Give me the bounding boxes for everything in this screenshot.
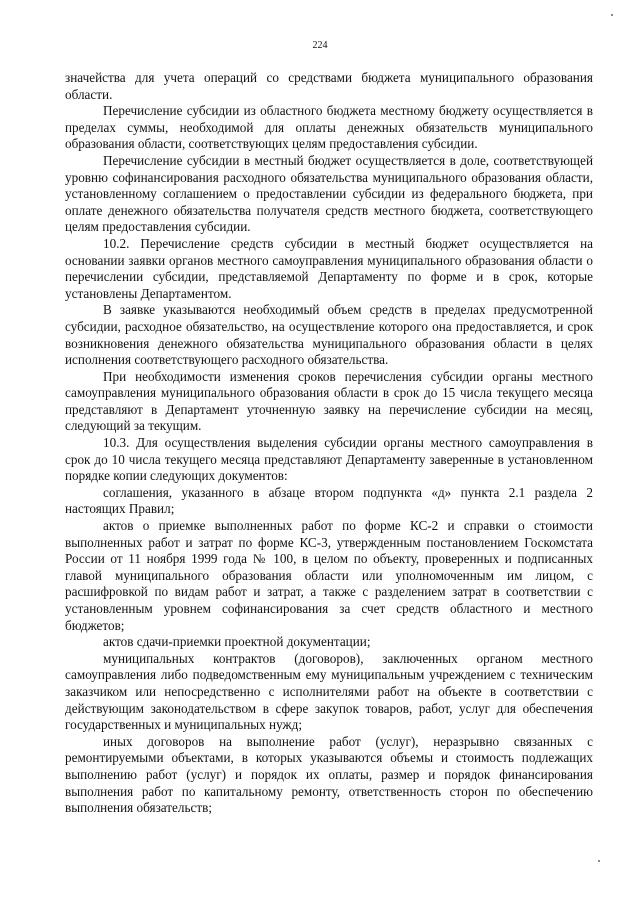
list-item: муниципальных контрактов (договоров), заключенных органом местного самоуправления либо подведомственным ему муниципальным учреждением с техническим заказчиком или непосредственно с исполнителями работ на объекте в соответствии с действующим законодательством в сфере закупок товаров, работ, услуг для обеспечения государственных и муниципальных нужд; xyxy=(65,650,593,733)
paragraph: В заявке указываются необходимый объем средств в пределах предусмотренной субсидии, расходное обязательство, на осуществление которого она предоставляется, и срок возникновения денежного обязательства муниципального образования области в целях исполнения соответствующего расходного обязательства. xyxy=(65,302,593,368)
paragraph: Перечисление субсидии из областного бюджета местному бюджету осуществляется в пределах суммы, необходимой для оплаты денежных обязательств муниципального образования области, соответствующих целям предоставления субсидии. xyxy=(65,103,593,152)
list-item: соглашения, указанного в абзаце втором подпункта «д» пункта 2.1 раздела 2 настоящих Правил; xyxy=(65,484,593,517)
paragraph-clause-10-3: 10.3. Для осуществления выделения субсидии органы местного самоуправления в срок до 10 числа текущего месяца представляют Департаменту заверенные в установленном порядке копии следующих документов: xyxy=(65,435,593,484)
paragraph: При необходимости изменения сроков перечисления субсидии органы местного самоуправления муниципального образования области в срок до 15 числа текущего месяца представляют в Департамент уточненную заявку на перечисление субсидии на месяц, следующий за текущим. xyxy=(65,368,593,434)
paragraph: Перечисление субсидии в местный бюджет осуществляется в доле, соответствующей уровню софинансирования расходного обязательства муниципального образования области, установленному соглашением о предоставлении субсидии из федерального бюджета, при оплате денежного обязательства получателя средств местного бюджета, соответствующего целям предоставления субсидии. xyxy=(65,152,593,235)
scan-artifact xyxy=(598,860,600,862)
list-item: актов сдачи-приемки проектной документации; xyxy=(103,634,371,650)
list-item: иных договоров на выполнение работ (услуг), неразрывно связанных с ремонтируемыми объектами, в которых указываются объемы и стоимость подлежащих выполнению работ (услуг) и порядок их оплаты, размер и порядок финансирования выполнения работ по капитальному ремонту, ответственность сторон по обеспечению выполнения обязательств; xyxy=(65,733,593,816)
page-number: 224 xyxy=(312,40,328,51)
list-item: актов о приемке выполненных работ по форме КС-2 и справки о стоимости выполненных работ и затрат по форме КС-3, утвержденным постановлением Госкомстата России от 11 ноября 1999 года № 100, в целом по объекту, проверенных и подписанных главой муниципального образования области или уполномоченным им лицом, с расшифровкой по видам работ и затрат, а также с разделением затрат в соответствии с установленным уровнем софинансирования за счет средств областного и местного бюджетов; xyxy=(65,518,593,633)
scan-artifact xyxy=(611,14,613,16)
document-body xyxy=(65,70,593,817)
paragraph-continuation: значейства для учета операций со средствами бюджета муниципального образования области. xyxy=(65,70,593,102)
paragraph-clause-10-2: 10.2. Перечисление средств субсидии в местный бюджет осуществляется на основании заявки органов местного самоуправления муниципального образования области о перечислении субсидии, представляемой Департаменту по форме и в срок, которые установлены Департаментом. xyxy=(65,235,593,301)
